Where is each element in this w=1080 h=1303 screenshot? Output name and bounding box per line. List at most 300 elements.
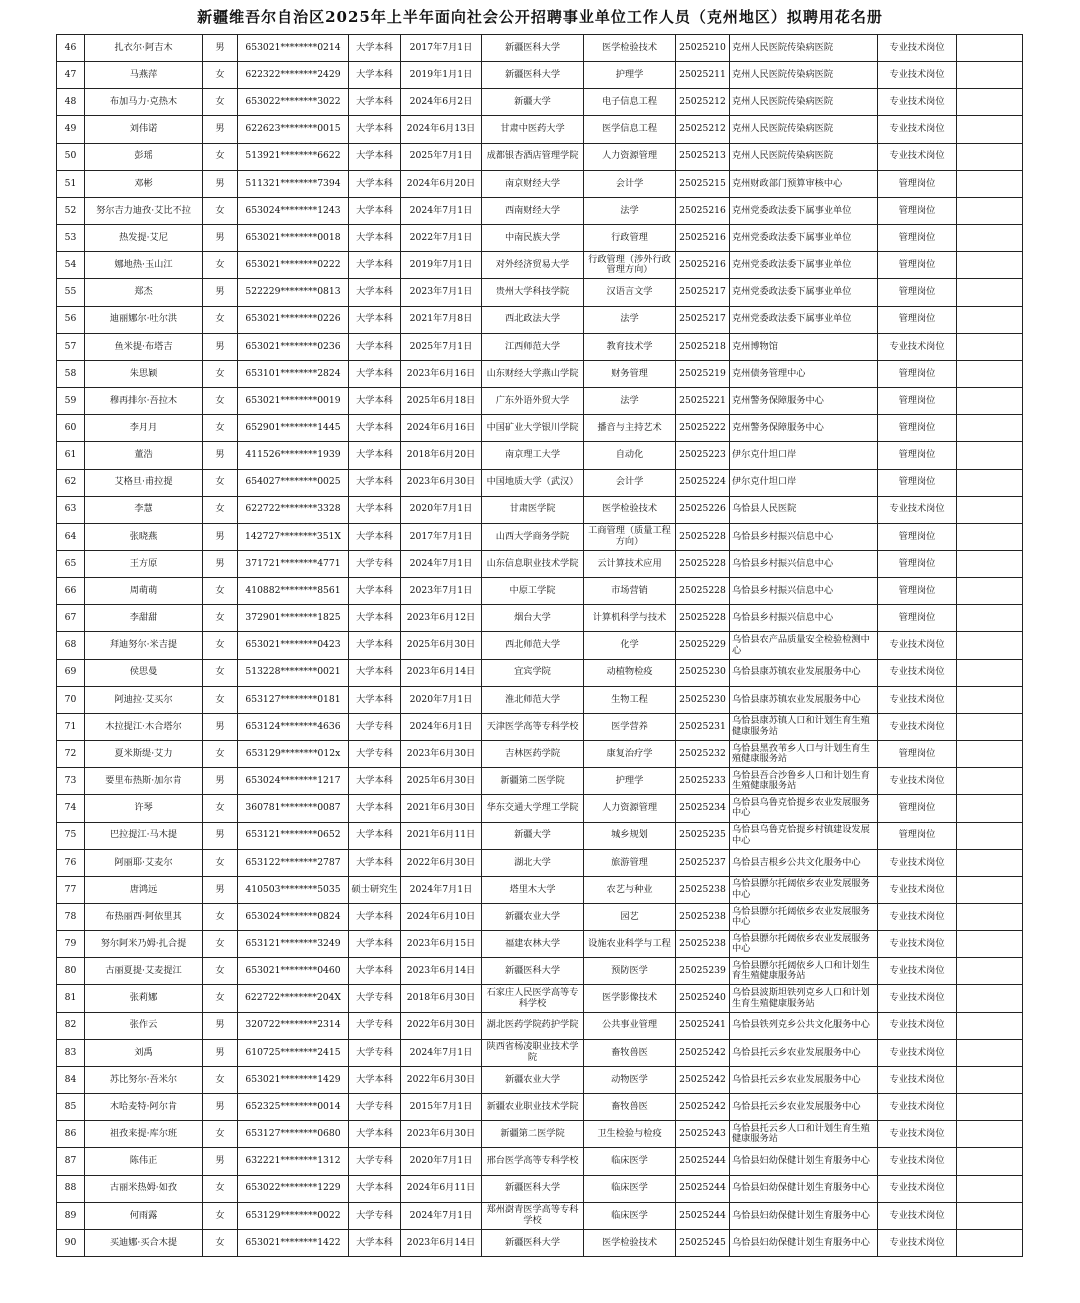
cell-name: 古丽米热姆·如孜 [85,1175,203,1202]
cell-education: 大学本科 [349,415,401,442]
cell-education: 大学本科 [349,958,401,985]
cell-gender: 女 [203,605,238,632]
cell-id-number: 653021********0019 [238,388,349,415]
cell-school: 湖北大学 [482,849,584,876]
cell-id-number: 653121********3249 [238,931,349,958]
cell-remarks [957,360,1023,387]
cell-row-number: 85 [57,1094,85,1121]
cell-education: 大学专科 [349,1039,401,1066]
table-row [57,1175,1023,1202]
cell-graduation-date: 2024年6月1日 [401,713,482,740]
cell-id-number: 511321********7394 [238,170,349,197]
cell-position-type: 专业技术岗位 [878,1202,957,1229]
table-row [57,279,1023,306]
cell-major: 医学信息工程 [584,116,676,143]
table-row [57,116,1023,143]
cell-row-number: 88 [57,1175,85,1202]
cell-school: 新疆大学 [482,822,584,849]
cell-position-code: 25025217 [676,279,730,306]
cell-row-number: 61 [57,442,85,469]
cell-id-number: 653024********0824 [238,904,349,931]
cell-position-type: 管理岗位 [878,279,957,306]
cell-position-type: 专业技术岗位 [878,849,957,876]
cell-id-number: 653129********012x [238,741,349,768]
cell-major: 自动化 [584,442,676,469]
cell-id-number: 411526********1939 [238,442,349,469]
cell-position-type: 专业技术岗位 [878,1121,957,1148]
cell-employer: 乌恰县乡村振兴信息中心 [730,605,878,632]
cell-school: 新疆第二医学院 [482,768,584,795]
cell-id-number: 653024********1217 [238,768,349,795]
cell-employer: 伊尔克什坦口岸 [730,442,878,469]
cell-position-type: 管理岗位 [878,795,957,822]
cell-name: 邓彬 [85,170,203,197]
cell-position-code: 25025241 [676,1012,730,1039]
cell-gender: 男 [203,35,238,62]
cell-position-code: 25025245 [676,1229,730,1256]
cell-name: 迪丽娜尔·吐尔洪 [85,306,203,333]
table-row [57,985,1023,1012]
table-row [57,415,1023,442]
cell-education: 大学本科 [349,35,401,62]
cell-employer: 克州财政部门预算审核中心 [730,170,878,197]
cell-remarks [957,279,1023,306]
cell-school: 中南民族大学 [482,225,584,252]
cell-major: 云计算技术应用 [584,550,676,577]
cell-position-type: 专业技术岗位 [878,876,957,903]
cell-id-number: 632221********1312 [238,1148,349,1175]
cell-education: 大学本科 [349,768,401,795]
cell-remarks [957,958,1023,985]
cell-remarks [957,496,1023,523]
cell-school: 山西大学商务学院 [482,523,584,550]
table-row [57,1039,1023,1066]
cell-remarks [957,415,1023,442]
cell-position-code: 25025228 [676,578,730,605]
cell-name: 拜迪努尔·米吉提 [85,632,203,659]
cell-school: 淮北师范大学 [482,686,584,713]
cell-employer: 乌恰县铁列克乡公共文化服务中心 [730,1012,878,1039]
cell-graduation-date: 2023年6月14日 [401,1229,482,1256]
cell-position-type: 专业技术岗位 [878,116,957,143]
table-row [57,62,1023,89]
cell-school: 南京理工大学 [482,442,584,469]
cell-gender: 女 [203,958,238,985]
cell-position-type: 管理岗位 [878,469,957,496]
cell-row-number: 59 [57,388,85,415]
cell-education: 大学本科 [349,89,401,116]
cell-employer: 乌恰县托云乡农业发展服务中心 [730,1039,878,1066]
cell-name: 李甜甜 [85,605,203,632]
cell-position-code: 25025235 [676,822,730,849]
cell-id-number: 142727********351X [238,523,349,550]
cell-graduation-date: 2021年7月8日 [401,306,482,333]
cell-major: 动植物检疫 [584,659,676,686]
cell-position-type: 专业技术岗位 [878,686,957,713]
cell-position-code: 25025224 [676,469,730,496]
cell-education: 大学本科 [349,225,401,252]
cell-position-code: 25025215 [676,170,730,197]
cell-gender: 女 [203,686,238,713]
cell-id-number: 653127********0181 [238,686,349,713]
cell-id-number: 513228********0021 [238,659,349,686]
cell-position-code: 25025238 [676,904,730,931]
cell-school: 新疆农业职业技术学院 [482,1094,584,1121]
cell-position-code: 25025239 [676,958,730,985]
cell-remarks [957,795,1023,822]
cell-employer: 乌恰县托云乡人口和计划生育生殖健康服务站 [730,1121,878,1148]
cell-school: 邢台医学高等专科学校 [482,1148,584,1175]
cell-graduation-date: 2023年6月14日 [401,659,482,686]
cell-name: 陈伟正 [85,1148,203,1175]
cell-major: 医学营养 [584,713,676,740]
cell-row-number: 70 [57,686,85,713]
cell-id-number: 371721********4771 [238,550,349,577]
cell-name: 鱼米提·布塔吉 [85,333,203,360]
cell-position-type: 管理岗位 [878,197,957,224]
cell-id-number: 410882********8561 [238,578,349,605]
cell-remarks [957,1229,1023,1256]
cell-school: 天津医学高等专科学校 [482,713,584,740]
cell-row-number: 55 [57,279,85,306]
cell-education: 大学本科 [349,605,401,632]
cell-row-number: 57 [57,333,85,360]
cell-school: 山东财经大学燕山学院 [482,360,584,387]
cell-name: 热发提·艾尼 [85,225,203,252]
cell-id-number: 653121********0652 [238,822,349,849]
table-row [57,225,1023,252]
cell-education: 大学本科 [349,1229,401,1256]
cell-employer: 伊尔克什坦口岸 [730,469,878,496]
cell-remarks [957,388,1023,415]
cell-remarks [957,469,1023,496]
cell-name: 穆再排尔·吾拉木 [85,388,203,415]
cell-graduation-date: 2024年6月11日 [401,1175,482,1202]
cell-employer: 乌恰县人民医院 [730,496,878,523]
cell-position-code: 25025230 [676,686,730,713]
table-row [57,523,1023,550]
cell-employer: 乌恰县乌鲁克恰提乡村镇建设发展中心 [730,822,878,849]
cell-graduation-date: 2024年6月2日 [401,89,482,116]
cell-name: 王方原 [85,550,203,577]
cell-position-code: 25025243 [676,1121,730,1148]
cell-remarks [957,35,1023,62]
cell-position-type: 专业技术岗位 [878,904,957,931]
cell-remarks [957,931,1023,958]
cell-name: 阿迪拉·艾买尔 [85,686,203,713]
cell-education: 大学本科 [349,388,401,415]
cell-remarks [957,1066,1023,1093]
cell-education: 大学本科 [349,849,401,876]
cell-school: 西北师范大学 [482,632,584,659]
cell-gender: 男 [203,713,238,740]
cell-graduation-date: 2022年6月30日 [401,1012,482,1039]
cell-row-number: 62 [57,469,85,496]
cell-row-number: 60 [57,415,85,442]
table-row [57,360,1023,387]
cell-remarks [957,659,1023,686]
cell-position-type: 管理岗位 [878,252,957,279]
cell-graduation-date: 2018年6月20日 [401,442,482,469]
cell-position-type: 专业技术岗位 [878,1175,957,1202]
table-row [57,605,1023,632]
cell-row-number: 53 [57,225,85,252]
cell-position-type: 专业技术岗位 [878,768,957,795]
cell-school: 华东交通大学理工学院 [482,795,584,822]
cell-id-number: 653127********0680 [238,1121,349,1148]
cell-graduation-date: 2023年6月15日 [401,931,482,958]
cell-graduation-date: 2025年7月1日 [401,143,482,170]
cell-row-number: 90 [57,1229,85,1256]
cell-name: 买迪娜·买合木提 [85,1229,203,1256]
cell-major: 法学 [584,306,676,333]
cell-name: 要里布热斯·加尔肯 [85,768,203,795]
cell-remarks [957,632,1023,659]
roster-table [56,34,1023,1257]
cell-school: 新疆医科大学 [482,1175,584,1202]
cell-school: 吉林医药学院 [482,741,584,768]
cell-row-number: 87 [57,1148,85,1175]
cell-remarks [957,1012,1023,1039]
cell-gender: 女 [203,931,238,958]
cell-name: 布加马力·克热木 [85,89,203,116]
cell-school: 石家庄人民医学高等专科学校 [482,985,584,1012]
cell-remarks [957,143,1023,170]
cell-position-type: 管理岗位 [878,388,957,415]
cell-education: 大学本科 [349,578,401,605]
cell-remarks [957,686,1023,713]
cell-school: 新疆医科大学 [482,35,584,62]
cell-remarks [957,1148,1023,1175]
cell-remarks [957,333,1023,360]
cell-gender: 女 [203,197,238,224]
cell-remarks [957,306,1023,333]
cell-position-type: 专业技术岗位 [878,1229,957,1256]
cell-graduation-date: 2023年6月12日 [401,605,482,632]
cell-employer: 克州党委政法委下属事业单位 [730,197,878,224]
cell-school: 西南财经大学 [482,197,584,224]
cell-gender: 女 [203,469,238,496]
cell-major: 临床医学 [584,1202,676,1229]
cell-graduation-date: 2019年1月1日 [401,62,482,89]
table-row [57,1121,1023,1148]
cell-row-number: 49 [57,116,85,143]
cell-gender: 女 [203,849,238,876]
cell-gender: 男 [203,279,238,306]
cell-name: 马燕萍 [85,62,203,89]
cell-school: 新疆大学 [482,89,584,116]
cell-position-type: 管理岗位 [878,170,957,197]
cell-school: 中原工学院 [482,578,584,605]
cell-position-type: 管理岗位 [878,225,957,252]
cell-graduation-date: 2020年7月1日 [401,1148,482,1175]
cell-row-number: 79 [57,931,85,958]
cell-id-number: 410503********5035 [238,876,349,903]
table-row [57,578,1023,605]
cell-employer: 克州人民医院传染病医院 [730,143,878,170]
cell-employer: 乌恰县托云乡农业发展服务中心 [730,1066,878,1093]
cell-remarks [957,1121,1023,1148]
cell-education: 大学本科 [349,1175,401,1202]
table-row [57,1202,1023,1229]
cell-graduation-date: 2024年7月1日 [401,1202,482,1229]
cell-name: 古丽夏提·艾麦提江 [85,958,203,985]
cell-row-number: 74 [57,795,85,822]
cell-position-code: 25025210 [676,35,730,62]
cell-id-number: 522229********0813 [238,279,349,306]
cell-education: 大学本科 [349,1121,401,1148]
cell-graduation-date: 2020年7月1日 [401,496,482,523]
table-row [57,686,1023,713]
cell-gender: 女 [203,143,238,170]
cell-major: 护理学 [584,62,676,89]
cell-name: 努尔吉力迪孜·艾比不拉 [85,197,203,224]
table-row [57,333,1023,360]
cell-graduation-date: 2022年7月1日 [401,225,482,252]
cell-gender: 女 [203,795,238,822]
cell-graduation-date: 2023年6月30日 [401,469,482,496]
cell-id-number: 622623********0015 [238,116,349,143]
cell-position-type: 专业技术岗位 [878,89,957,116]
cell-graduation-date: 2015年7月1日 [401,1094,482,1121]
cell-id-number: 610725********2415 [238,1039,349,1066]
cell-graduation-date: 2024年7月1日 [401,550,482,577]
cell-position-code: 25025219 [676,360,730,387]
table-row [57,713,1023,740]
cell-gender: 男 [203,550,238,577]
cell-id-number: 654027********0025 [238,469,349,496]
cell-position-type: 专业技术岗位 [878,496,957,523]
cell-position-code: 25025218 [676,333,730,360]
cell-id-number: 653021********1422 [238,1229,349,1256]
cell-remarks [957,904,1023,931]
cell-employer: 乌恰县康苏镇农业发展服务中心 [730,686,878,713]
cell-major: 护理学 [584,768,676,795]
cell-row-number: 58 [57,360,85,387]
cell-row-number: 51 [57,170,85,197]
cell-row-number: 54 [57,252,85,279]
cell-gender: 女 [203,632,238,659]
table-row [57,795,1023,822]
cell-education: 大学本科 [349,469,401,496]
cell-major: 康复治疗学 [584,741,676,768]
cell-employer: 克州党委政法委下属事业单位 [730,252,878,279]
table-row [57,89,1023,116]
cell-graduation-date: 2024年6月16日 [401,415,482,442]
cell-major: 医学检验技术 [584,35,676,62]
cell-school: 中国矿业大学银川学院 [482,415,584,442]
cell-major: 行政管理 [584,225,676,252]
cell-gender: 男 [203,768,238,795]
cell-employer: 克州党委政法委下属事业单位 [730,225,878,252]
cell-major: 临床医学 [584,1175,676,1202]
cell-row-number: 64 [57,523,85,550]
cell-graduation-date: 2024年6月13日 [401,116,482,143]
cell-employer: 克州警务保障服务中心 [730,415,878,442]
cell-major: 计算机科学与技术 [584,605,676,632]
cell-graduation-date: 2020年7月1日 [401,686,482,713]
cell-gender: 女 [203,1121,238,1148]
cell-major: 市场营销 [584,578,676,605]
cell-remarks [957,741,1023,768]
cell-name: 祖孜来提·库尔班 [85,1121,203,1148]
cell-education: 大学本科 [349,795,401,822]
cell-education: 大学专科 [349,1148,401,1175]
cell-education: 大学本科 [349,931,401,958]
cell-row-number: 68 [57,632,85,659]
cell-remarks [957,822,1023,849]
table-row [57,469,1023,496]
cell-education: 大学本科 [349,333,401,360]
cell-position-code: 25025223 [676,442,730,469]
cell-row-number: 63 [57,496,85,523]
cell-graduation-date: 2024年7月1日 [401,1039,482,1066]
cell-position-code: 25025240 [676,985,730,1012]
cell-position-type: 管理岗位 [878,578,957,605]
table-row [57,904,1023,931]
document-title: 新疆维吾尔自治区2025年上半年面向社会公开招聘事业单位工作人员（克州地区）拟聘用花名册 [197,8,883,26]
cell-row-number: 47 [57,62,85,89]
roster-body [57,35,1023,1257]
cell-education: 大学专科 [349,1202,401,1229]
cell-major: 预防医学 [584,958,676,985]
cell-name: 许琴 [85,795,203,822]
cell-remarks [957,1175,1023,1202]
cell-graduation-date: 2023年7月1日 [401,279,482,306]
cell-row-number: 48 [57,89,85,116]
cell-id-number: 653024********1243 [238,197,349,224]
cell-major: 卫生检验与检疫 [584,1121,676,1148]
cell-remarks [957,523,1023,550]
cell-position-type: 管理岗位 [878,550,957,577]
table-row [57,849,1023,876]
cell-employer: 克州博物馆 [730,333,878,360]
cell-major: 临床医学 [584,1148,676,1175]
cell-major: 农艺与种业 [584,876,676,903]
cell-employer: 克州警务保障服务中心 [730,388,878,415]
cell-education: 硕士研究生 [349,876,401,903]
cell-position-type: 专业技术岗位 [878,713,957,740]
cell-name: 巴拉提江·马木提 [85,822,203,849]
cell-education: 大学本科 [349,496,401,523]
cell-major: 人力资源管理 [584,795,676,822]
cell-position-code: 25025213 [676,143,730,170]
cell-major: 电子信息工程 [584,89,676,116]
cell-position-code: 25025232 [676,741,730,768]
table-row [57,1229,1023,1256]
cell-education: 大学本科 [349,116,401,143]
cell-education: 大学专科 [349,985,401,1012]
cell-graduation-date: 2024年6月10日 [401,904,482,931]
cell-gender: 女 [203,1066,238,1093]
cell-remarks [957,768,1023,795]
cell-education: 大学本科 [349,659,401,686]
cell-row-number: 50 [57,143,85,170]
cell-school: 塔里木大学 [482,876,584,903]
table-row [57,822,1023,849]
cell-row-number: 67 [57,605,85,632]
cell-gender: 女 [203,659,238,686]
cell-remarks [957,1039,1023,1066]
cell-position-type: 管理岗位 [878,415,957,442]
table-row [57,1094,1023,1121]
cell-employer: 乌恰县膘尔托阔依乡农业发展服务中心 [730,931,878,958]
cell-school: 福建农林大学 [482,931,584,958]
cell-name: 郑杰 [85,279,203,306]
cell-major: 法学 [584,197,676,224]
cell-row-number: 89 [57,1202,85,1229]
cell-major: 化学 [584,632,676,659]
